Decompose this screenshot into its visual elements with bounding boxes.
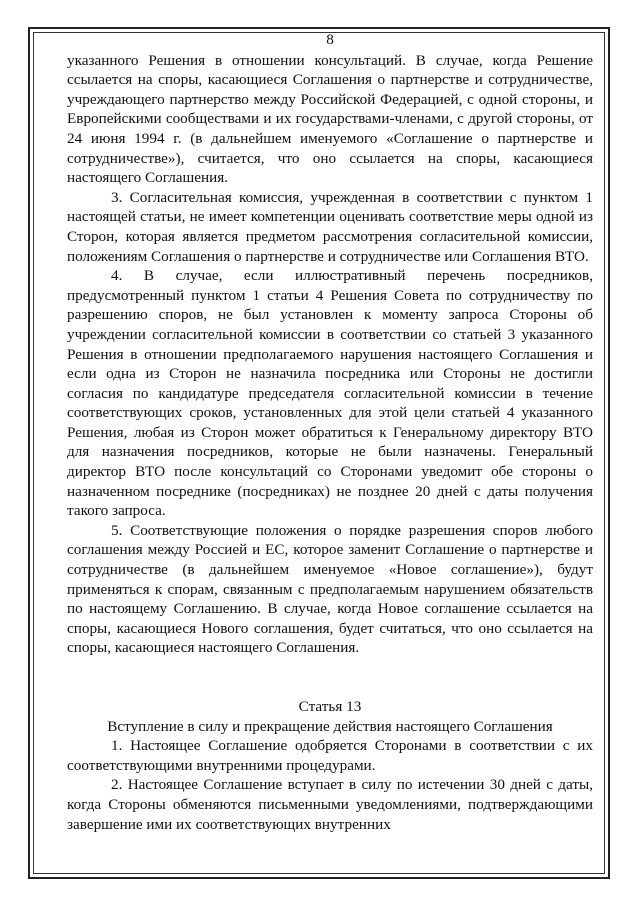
paragraph-continuation: указанного Решения в отношении консультаций. В случае, когда Решение ссылается на споры, касающиеся Соглашения о партнерстве и сотрудничестве, учреждающего партнерство между Российской Федерацией, с одной стороны, и Европейскими сообществами и их государствами-членами, с другой стороны, от 24 июня 1994 г. (в дальнейшем именуемого «Соглашение о партнерстве и сотрудничестве»), считается, что оно ссылается на споры, касающиеся настоящего Соглашения. [67,51,593,187]
section-spacer [67,658,593,697]
article-title: Вступление в силу и прекращение действия настоящего Соглашения [107,717,553,735]
paragraph-4: 4. В случае, если иллюстративный перечень посредников, предусмотренный пунктом 1 статьи 4 Решения Совета по сотрудничеству по разрешению споров, не был установлен к моменту запроса Стороны об учреждении согласительной комиссии в соответствии со статьей 3 указанного Решения в отношении предполагаемого нарушения настоящего Соглашения и если одна из Сторон не назначила посредника или Стороны не достигли согласия по кандидатуре председателя согласительной комиссии в течение соответствующих сроков, установленных для этой цели статьей 4 указанного Решения, любая из Сторон может обратиться к Генеральному директору ВТО для назначения посредников, которые не были назначены. Генеральный директор ВТО после консультаций со Сторонами уведомит обе стороны о назначенном посреднике (посредниках) не позднее 20 дней с даты получения такого запроса. [67,267,593,520]
page-number: 8 [326,31,334,48]
article-number: Статья 13 [298,698,362,715]
document-page [67,30,593,834]
article-paragraph-2: 2. Настоящее Соглашение вступает в силу по истечении 30 дней с даты, когда Стороны обменяются письменными уведомлениями, подтверждающими завершение ими их соответствующих внутренних [67,776,593,833]
paragraph-5: 5. Соответствующие положения о порядке разрешения споров любого соглашения между Россией и ЕС, которое заменит Соглашение о партнерстве и сотрудничестве (в дальнейшем именуемое «Новое соглашение»), будут применяться к спорам, связанным с предполагаемым нарушением обязательств по настоящему Соглашению. В случае, когда Новое соглашение ссылается на споры, касающиеся Нового соглашения, будет считаться, что оно ссылается на споры, касающиеся настоящего Соглашения. [67,521,593,657]
article-paragraph-1: 1. Настоящее Соглашение одобряется Сторонами в соответствии с их соответствующими внутренними процедурами. [67,737,593,774]
paragraph-3: 3. Согласительная комиссия, учрежденная в соответствии с пунктом 1 настоящей статьи, не имеет компетенции оценивать соответствие меры одной из Сторон, которая является предметом рассмотрения согласительной комиссии, положениям Соглашения о партнерстве и сотрудничестве или Соглашения ВТО. [67,188,593,265]
